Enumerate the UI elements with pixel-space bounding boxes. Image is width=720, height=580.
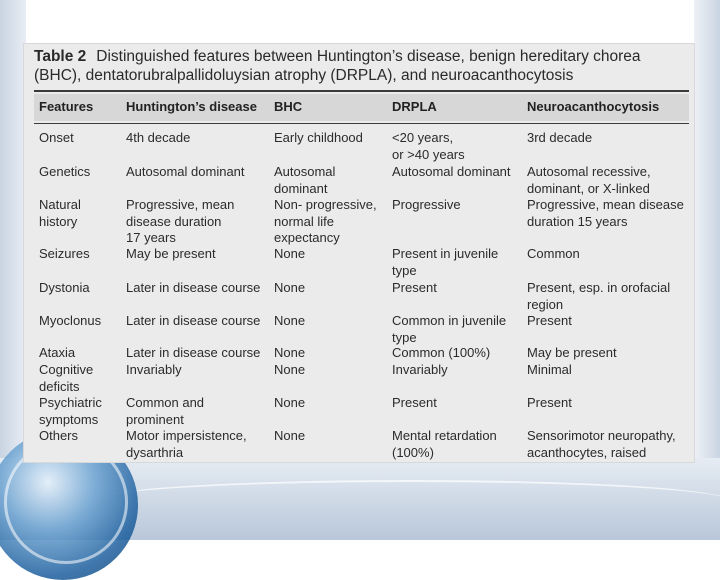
cell-hd: Later in disease course: [126, 345, 261, 360]
cell-drpla: Common (100%): [392, 345, 491, 360]
cell-feature: Others: [39, 428, 79, 443]
table-caption-text: Distinguished features between Huntington’s disease, benign hereditary chorea (BHC), dentatorubralpallidoluysian atrophy (DRPLA), and neuroacanthocytosis: [34, 48, 641, 84]
header-features: Features: [39, 99, 94, 114]
cell-bhc: Autosomal dominant: [274, 164, 336, 196]
cell-bhc: None: [274, 362, 306, 377]
header-drpla: DRPLA: [392, 99, 437, 114]
cell-bhc: Early childhood: [274, 130, 363, 145]
header-neuroacanthocytosis: Neuroacanthocytosis: [527, 99, 660, 114]
cell-drpla: Present in juvenile type: [392, 246, 499, 278]
cell-feature: Cognitive deficits: [39, 362, 94, 394]
cell-feature: Seizures: [39, 246, 90, 261]
header-huntingtons: Huntington’s disease: [126, 99, 257, 114]
cell-bhc: None: [274, 313, 306, 328]
cell-bhc: None: [274, 280, 306, 295]
cell-feature: Dystonia: [39, 280, 90, 295]
cell-hd: Later in disease course: [126, 313, 261, 328]
table-header-rule: [34, 123, 689, 124]
table-number: Table 2: [34, 48, 87, 65]
cell-hd: 4th decade: [126, 130, 191, 145]
cell-feature: Genetics: [39, 164, 91, 179]
cell-hd: May be present: [126, 246, 216, 261]
cell-na: Minimal: [527, 362, 572, 377]
cell-na: May be present: [527, 345, 617, 360]
cell-drpla: Progressive: [392, 197, 461, 212]
cell-drpla: Mental retardation (100%): [392, 428, 497, 460]
cell-drpla: Present: [392, 280, 437, 295]
cell-na: Present: [527, 395, 572, 410]
cell-hd: Invariably: [126, 362, 182, 377]
cell-drpla: Common in juvenile type: [392, 313, 507, 345]
cell-na: Present: [527, 313, 572, 328]
cell-feature: Natural history: [39, 197, 81, 229]
cell-na: 3rd decade: [527, 130, 593, 145]
table-image: [24, 44, 694, 462]
cell-bhc: None: [274, 395, 306, 410]
cell-na: Autosomal recessive, dominant, or X-linked: [527, 164, 651, 196]
cell-drpla: Invariably: [392, 362, 448, 377]
cell-hd: Motor impersistence, dysarthria: [126, 428, 247, 460]
cell-hd: Later in disease course: [126, 280, 261, 295]
cell-na: Sensorimotor neuropathy, acanthocytes, raised: [527, 428, 676, 460]
cell-hd: Common and prominent: [126, 395, 205, 427]
table-caption: [34, 47, 689, 85]
cell-na: Common: [527, 246, 580, 261]
cell-feature: Onset: [39, 130, 74, 145]
cell-drpla: Present: [392, 395, 437, 410]
table-top-rule: [34, 90, 689, 92]
cell-hd: Autosomal dominant: [126, 164, 245, 179]
cell-feature: Psychiatric symptoms: [39, 395, 102, 427]
cell-drpla: <20 years, or >40 years: [392, 130, 465, 162]
cell-na: Present, esp. in orofacial region: [527, 280, 671, 312]
cell-bhc: None: [274, 345, 306, 360]
cell-feature: Myoclonus: [39, 313, 102, 328]
header-bhc: BHC: [274, 99, 303, 114]
cell-bhc: Non- progressive, normal life expectancy: [274, 197, 377, 245]
cell-hd: Progressive, mean disease duration 17 years: [126, 197, 235, 245]
cell-na: Progressive, mean disease duration 15 years: [527, 197, 684, 229]
cell-drpla: Autosomal dominant: [392, 164, 511, 179]
slide-swoosh-decoration: [90, 480, 720, 522]
cell-bhc: None: [274, 246, 306, 261]
cell-feature: Ataxia: [39, 345, 76, 360]
cell-bhc: None: [274, 428, 306, 443]
